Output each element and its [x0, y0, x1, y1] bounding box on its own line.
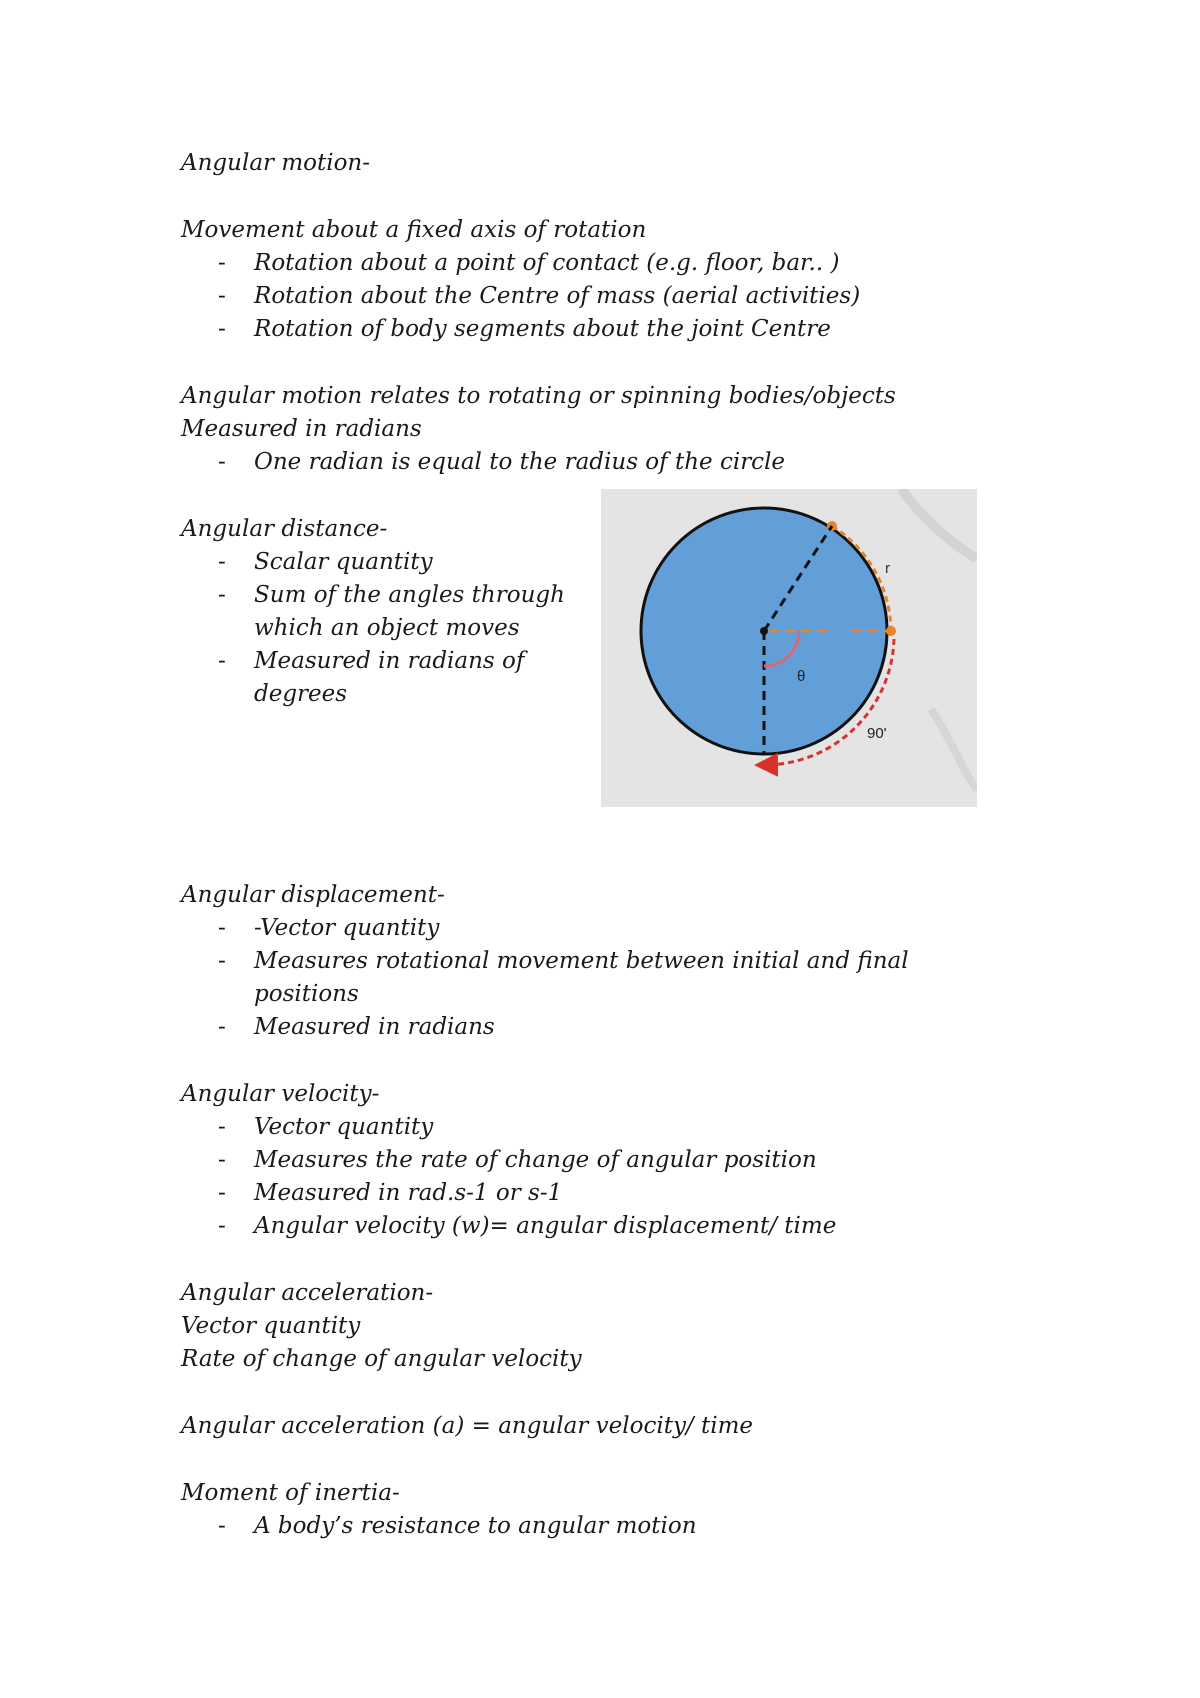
bullet-dash: - — [218, 1147, 226, 1173]
bullet-dash: - — [218, 449, 226, 475]
list-item-text: Rotation about the Centre of mass (aerial activities) — [254, 283, 861, 309]
bullet-dash: - — [218, 1513, 226, 1539]
label-angle: 90' — [867, 725, 887, 742]
list-item-text: Measured in radians — [254, 1014, 495, 1040]
heading-angular-distance: Angular distance- — [181, 516, 388, 542]
formula-line: Angular acceleration (a) = angular velocity/ time — [181, 1413, 754, 1439]
list-item-text: -Vector quantity — [254, 915, 440, 941]
list-item-text: Measures rotational movement between initial and final — [254, 948, 909, 974]
list-item-text: One radian is equal to the radius of the circle — [254, 449, 786, 475]
bullet-dash: - — [218, 1114, 226, 1140]
bullet-dash: - — [218, 1213, 226, 1239]
definition-line: Movement about a fixed axis of rotation — [181, 217, 647, 243]
heading-angular-displacement: Angular displacement- — [181, 882, 445, 908]
list-item-text: Scalar quantity — [254, 549, 433, 575]
bullet-dash: - — [218, 549, 226, 575]
list-item-text: Measured in radians of — [254, 648, 525, 674]
list-item-text: Angular velocity (w)= angular displacement/ time — [254, 1213, 837, 1239]
heading-angular-velocity: Angular velocity- — [181, 1081, 380, 1107]
bullet-dash: - — [218, 250, 226, 276]
list-item-text: A body’s resistance to angular motion — [254, 1513, 697, 1539]
bullet-dash: - — [218, 648, 226, 674]
bullet-dash: - — [218, 582, 226, 608]
bullet-dash: - — [218, 948, 226, 974]
heading-angular-motion: Angular motion- — [181, 150, 371, 176]
heading-angular-acceleration: Angular acceleration- — [181, 1280, 434, 1306]
paragraph-line: Vector quantity — [181, 1313, 361, 1339]
angular-distance-figure — [601, 489, 977, 807]
bullet-dash: - — [218, 915, 226, 941]
background-swirl — [901, 489, 977, 559]
list-item-continuation: positions — [254, 981, 359, 1007]
bullet-dash: - — [218, 283, 226, 309]
background-swirl — [931, 709, 977, 789]
heading-moment-of-inertia: Moment of inertia- — [181, 1480, 400, 1506]
paragraph-line: Angular motion relates to rotating or spinning bodies/objects — [181, 383, 896, 409]
paragraph-line: Measured in radians — [181, 416, 422, 442]
label-r: r — [885, 560, 890, 577]
list-item-text: Measured in rad.s-1 or s-1 — [254, 1180, 563, 1206]
list-item-text: Measures the rate of change of angular position — [254, 1147, 817, 1173]
list-item-text: Rotation of body segments about the joint Centre — [254, 316, 831, 342]
list-item-text: Rotation about a point of contact (e.g. floor, bar.. ) — [254, 250, 840, 276]
bullet-dash: - — [218, 1014, 226, 1040]
list-item-text: Vector quantity — [254, 1114, 434, 1140]
list-item-continuation: which an object moves — [254, 615, 520, 641]
list-item-continuation: degrees — [254, 681, 348, 707]
paragraph-line: Rate of change of angular velocity — [181, 1346, 582, 1372]
label-theta: θ — [797, 668, 806, 685]
bullet-dash: - — [218, 316, 226, 342]
circle-diagram — [601, 489, 977, 807]
list-item-text: Sum of the angles through — [254, 582, 565, 608]
bullet-dash: - — [218, 1180, 226, 1206]
center-point — [760, 627, 768, 635]
